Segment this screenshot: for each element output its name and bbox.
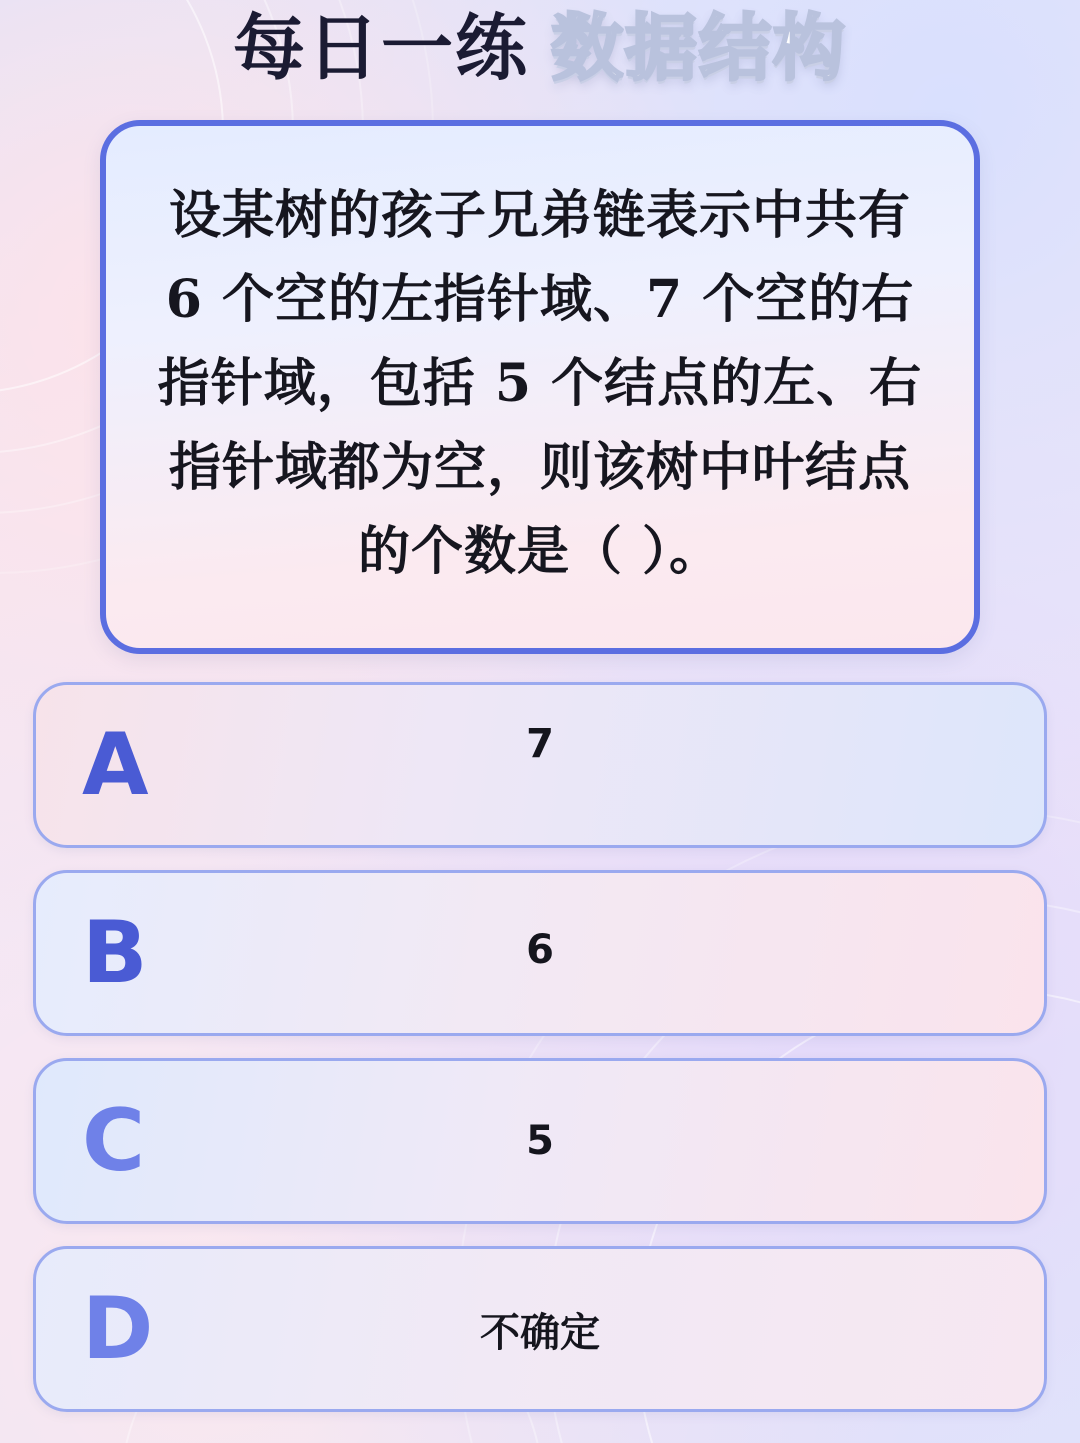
option-a[interactable]	[33, 682, 1047, 848]
page-title: 每日一练	[232, 6, 529, 90]
option-b-letter: B	[82, 903, 148, 1003]
option-c[interactable]	[33, 1058, 1047, 1224]
page-header	[0, 0, 1080, 102]
option-d-label: 不确定	[480, 1309, 600, 1356]
option-c-letter: C	[82, 1091, 146, 1191]
page-subtitle: 数据结构	[551, 6, 848, 90]
option-c-label: 5	[526, 1118, 554, 1164]
option-a-letter: A	[82, 715, 149, 815]
option-b[interactable]	[33, 870, 1047, 1036]
option-b-label: 6	[526, 927, 554, 973]
option-d-letter: D	[82, 1279, 154, 1379]
question-text: 设某树的孩子兄弟链表示中共有 6 个空的左指针域、7 个空的右指针域，包括 5 个结点的左、右指针域都为空，则该树中叶结点的个数是（ ）。	[157, 185, 923, 582]
option-d[interactable]	[33, 1246, 1047, 1412]
question-card	[100, 120, 980, 654]
option-a-label: 7	[526, 721, 554, 767]
options-list	[33, 682, 1047, 1412]
